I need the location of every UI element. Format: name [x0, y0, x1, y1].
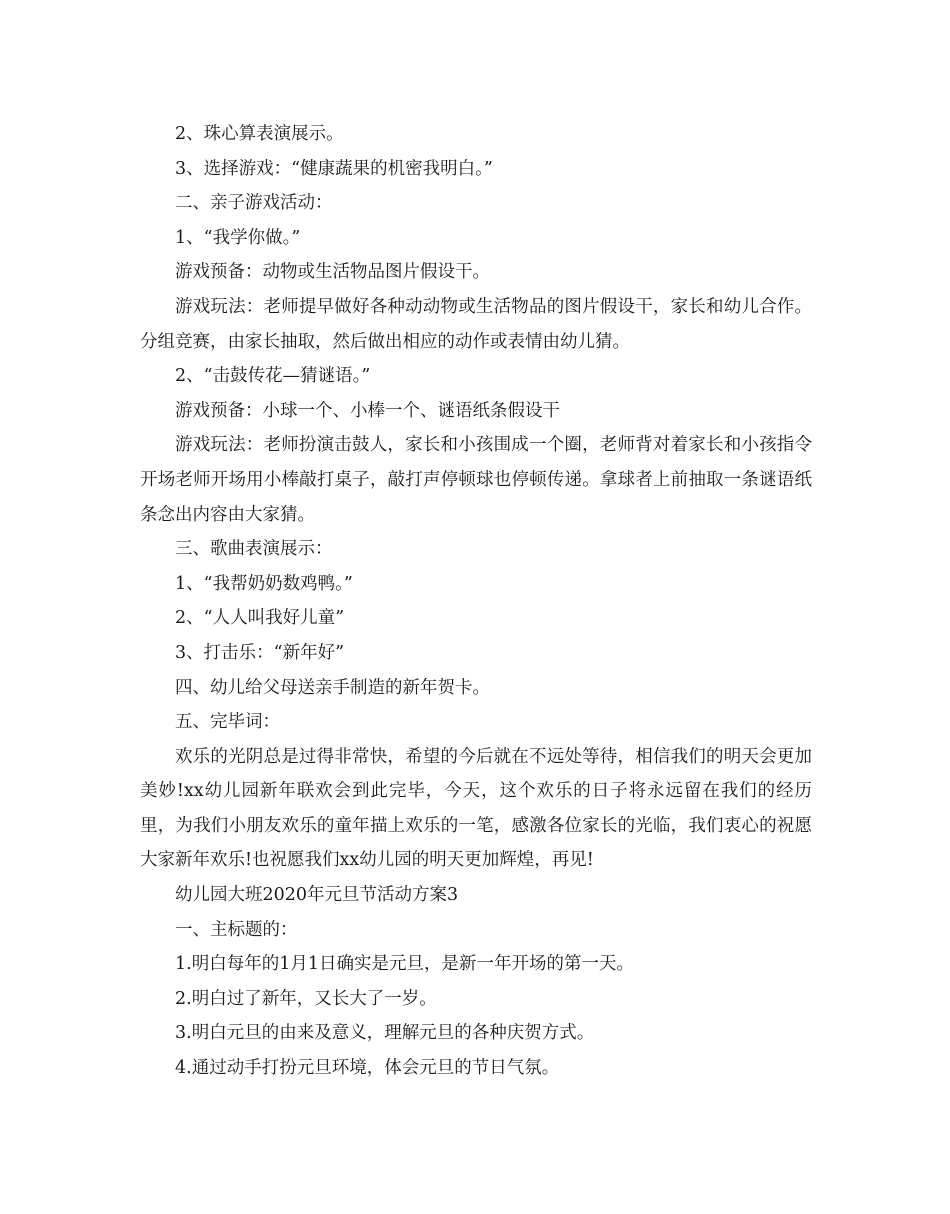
- paragraph: 欢乐的光阴总是过得非常快，希望的今后就在不远处等待，相信我们的明天会更加美妙!xx幼儿园新年联欢会到此完毕，今天，这个欢乐的日子将永远留在我们的经历里，为我们小朋友欢乐的童年描上欢乐的一笔，感激各位家长的光临，我们衷心的祝愿大家新年欢乐!也祝愿我们xx幼儿园的明天更加辉煌，再见!: [140, 746, 812, 871]
- paragraph: 游戏预备：小球一个、小棒一个、谜语纸条假设干: [175, 400, 560, 421]
- document-subtitle: 幼儿园大班2020年元旦节活动方案3: [175, 885, 459, 906]
- section-heading: 五、完毕词：: [175, 712, 280, 733]
- section-heading: 三、歌曲表演展示：: [175, 539, 333, 560]
- paragraph: 2、“击鼓传花—猜谜语。”: [175, 366, 371, 387]
- paragraph: 游戏玩法：老师提早做好各种动动物或生活物品的图片假设干，家长和幼儿合作。分组竞赛，由家长抽取，然后做出相应的动作或表情由幼儿猜。: [140, 296, 812, 352]
- section-heading: 一、主标题的：: [175, 919, 298, 940]
- paragraph: 2、“人人叫我好儿童”: [175, 608, 345, 629]
- paragraph: 3、选择游戏：“健康蔬果的机密我明白。”: [175, 158, 493, 179]
- paragraph: 1、“我学你做。”: [175, 227, 301, 248]
- paragraph: 游戏玩法：老师扮演击鼓人，家长和小孩围成一个圈，老师背对着家长和小孩指令开场老师开场用小棒敲打桌子，敲打声停顿球也停顿传递。拿球者上前抽取一条谜语纸条念出内容由大家猜。: [140, 435, 812, 525]
- document-body: [140, 117, 812, 1086]
- paragraph: 2.明白过了新年，又长大了一岁。: [175, 988, 437, 1009]
- section-heading: 四、幼儿给父母送亲手制造的新年贺卡。: [175, 677, 490, 698]
- section-heading: 二、亲子游戏活动：: [175, 193, 333, 214]
- paragraph: 3.明白元旦的由来及意义，理解元旦的各种庆贺方式。: [175, 1023, 595, 1044]
- paragraph: 4.通过动手打扮元旦环境，体会元旦的节日气氛。: [175, 1058, 560, 1079]
- paragraph: 游戏预备：动物或生活物品图片假设干。: [175, 262, 490, 283]
- paragraph: 3、打击乐：“新年好”: [175, 642, 345, 663]
- paragraph: 1.明白每年的1月1日确实是元旦，是新一年开场的第一天。: [175, 954, 634, 975]
- paragraph: 2、珠心算表演展示。: [175, 124, 344, 144]
- paragraph: 1、“我帮奶奶数鸡鸭。”: [175, 573, 353, 594]
